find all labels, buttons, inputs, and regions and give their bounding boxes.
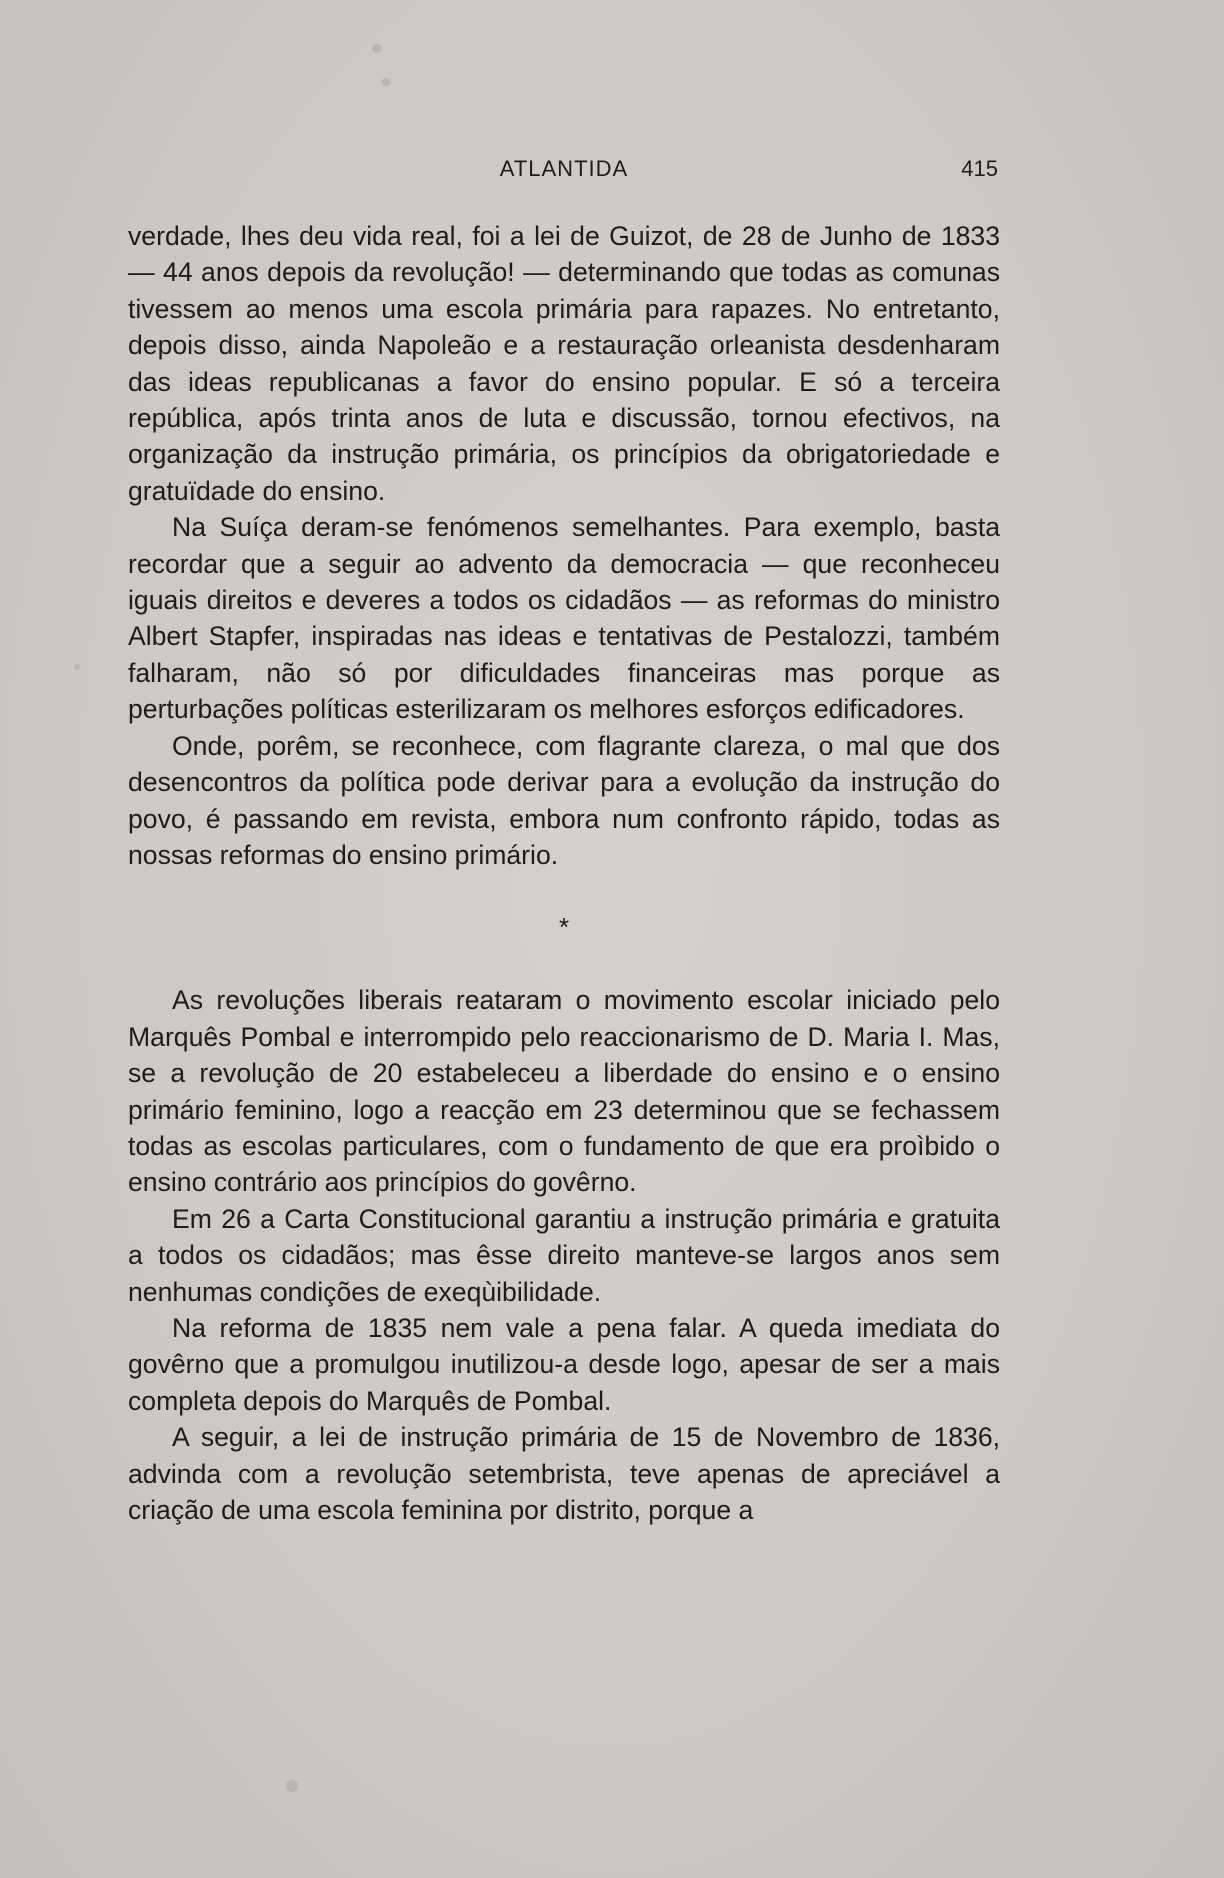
section-separator: * <box>558 912 570 943</box>
paragraph: As revoluções liberais reataram o movimento escolar iniciado pelo Marquês Pombal e interrompido pelo reaccionarismo de D. Maria I. Mas, se a revolução de 20 estabeleceu a liberdade do ensino e o ensino primário feminino, logo a reacção em 23 determinou que se fechassem todas as escolas particulares, com o fundamento de que era proìbido o ensino contrário aos princípios do govêrno. <box>128 985 1000 1198</box>
paragraph: Na Suíça deram-se fenómenos semelhantes. Para exemplo, basta recordar que a seguir ao advento da democracia — que reconheceu iguais direitos e deveres a todos os cidadãos — as reformas do ministro Albert Stapfer, inspiradas nas ideas e tentativas de Pestalozzi, também falharam, não só por dificuldades financeiras mas porque as perturbações políticas esterilizaram os melhores esforços edificadores. <box>128 512 1000 725</box>
paper-speck <box>286 1780 298 1792</box>
page-header <box>130 154 998 186</box>
paper-speck <box>74 664 80 670</box>
paper-speck <box>382 78 390 86</box>
paper-speck <box>372 44 382 53</box>
page-body <box>128 218 1000 1528</box>
page-number: 415 <box>961 156 998 181</box>
paragraph: verdade, lhes deu vida real, foi a lei de Guizot, de 28 de Junho de 1833 — 44 anos depois da revolução! — determinando que todas as comunas tivessem ao menos uma escola primária para rapazes. No entretanto, depois disso, ainda Napoleão e a restauração orleanista desdenharam das ideas republicanas a favor do ensino popular. E só a terceira república, após trinta anos de luta e discussão, tornou efectivos, na organização da instrução primária, os princípios da obrigatoriedade e gratuïdade do ensino. <box>128 221 1000 506</box>
running-title: ATLANTIDA <box>499 156 629 181</box>
paragraph: A seguir, a lei de instrução primária de 15 de Novembro de 1836, advinda com a revolução setembrista, teve apenas de apreciável a criação de uma escola feminina por distrito, porque a <box>128 1422 1000 1525</box>
paragraph: Na reforma de 1835 nem vale a pena falar. A queda imediata do govêrno que a promulgou inutilizou-a desde logo, apesar de ser a mais completa depois do Marquês de Pombal. <box>128 1312 1000 1416</box>
paragraph: Onde, porêm, se reconhece, com flagrante clareza, o mal que dos desencontros da política pode derivar para a evolução da instrução do povo, é passando em revista, embora num confronto rápido, todas as nossas reformas do ensino primário. <box>128 730 1000 870</box>
paragraph: Em 26 a Carta Constitucional garantiu a instrução primária e gratuita a todos os cidadãos; mas êsse direito manteve-se largos anos sem nenhumas condições de exeqùibilidade. <box>128 1203 1000 1307</box>
